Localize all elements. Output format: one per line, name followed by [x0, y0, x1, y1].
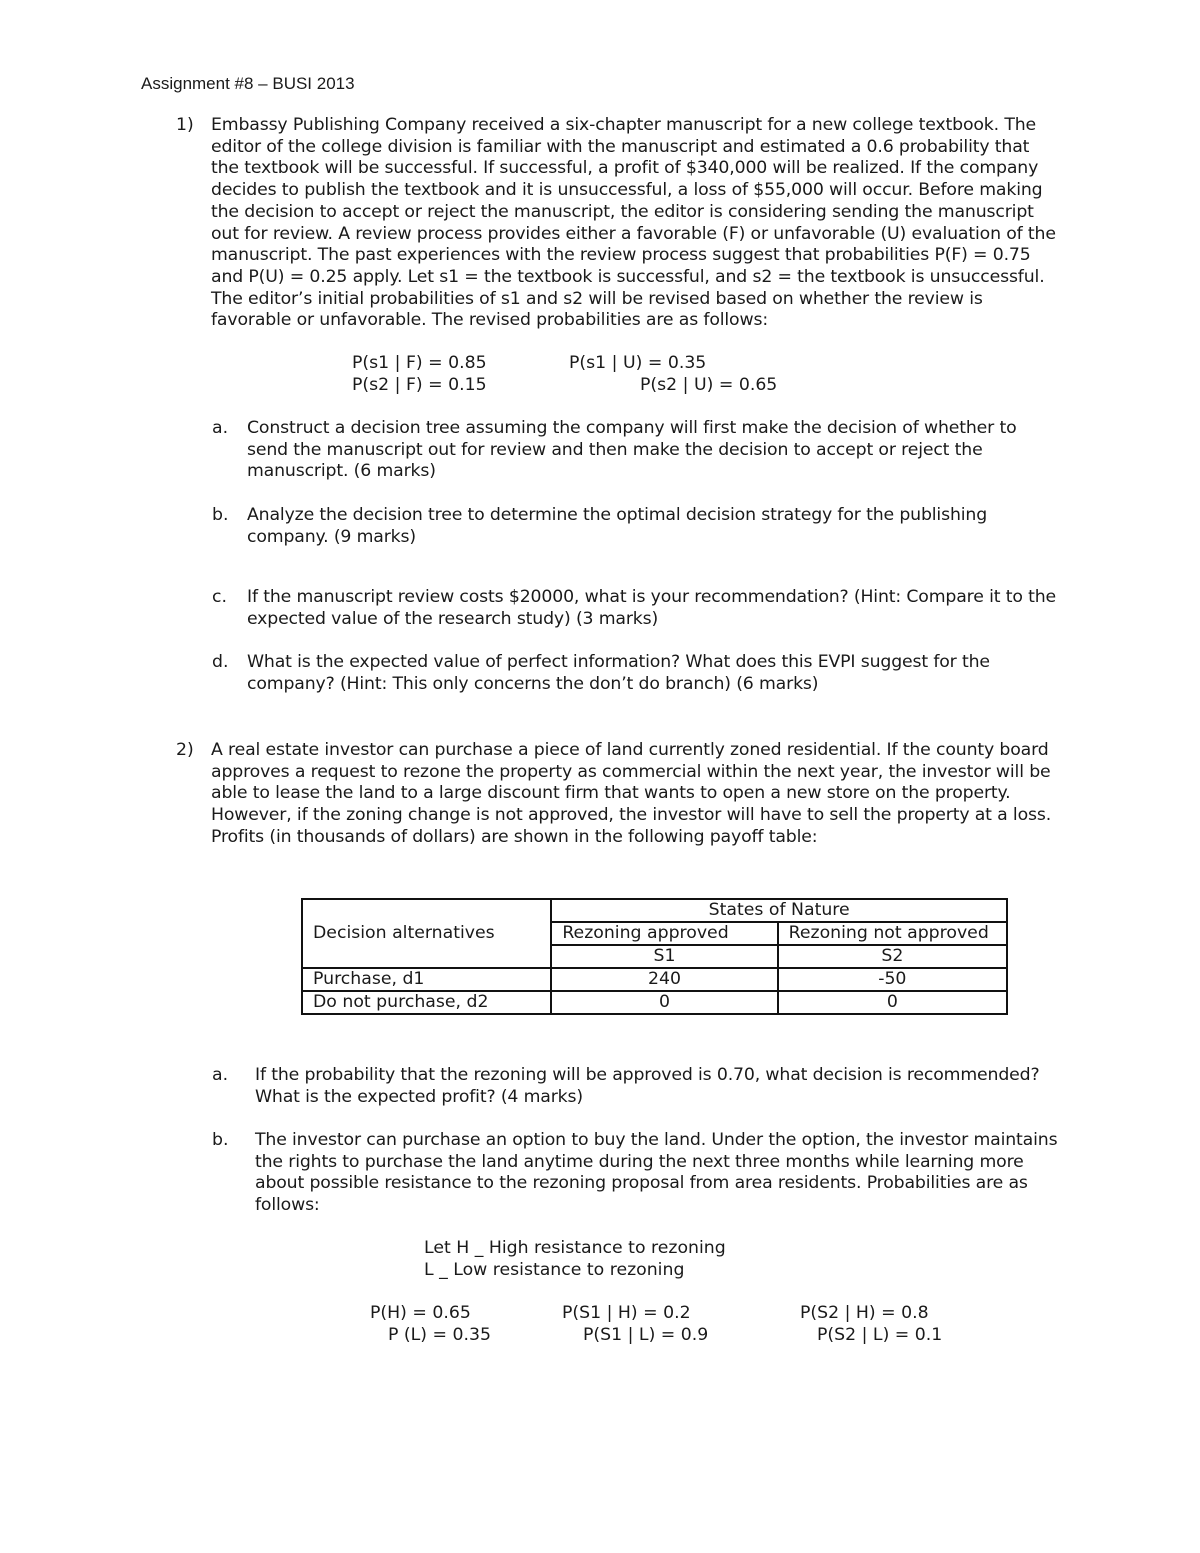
q1-part-c-text: If the manuscript review costs $20000, what is your recommendation? (Hint: Compare it to the expected value of the research study) (3 marks) — [247, 587, 1057, 629]
question-1-text: Embassy Publishing Company received a six-chapter manuscript for a new college textbook. The editor of the college division is familiar with the manuscript and estimated a 0.6 probability that the textbook will be successful. If successful, a profit of $340,000 will be realized. If the company decides to publish the textbook and it is unsuccessful, a loss of $55,000 will occur. Before making the decision to accept or reject the manuscript, the editor is considering sending the manuscript out for review. A review process provides either a favorable (F) or unfavorable (U) evaluation of the manuscript. The past experiences with the review process suggest that probabilities P(F) = 0.75 and P(U) = 0.25 apply. Let s1 = the textbook is successful, and s2 = the textbook is unsuccessful. The editor’s initial probabilities of s1 and s2 will be revised based on whether the review is favorable or unfavorable. The revised probabilities are as follows: — [211, 115, 1056, 331]
state-s2-header: S2 — [778, 945, 1007, 968]
page-title: Assignment #8 – BUSI 2013 — [141, 74, 355, 93]
q2-part-b-text: The investor can purchase an option to buy the land. Under the option, the investor maintains the rights to purchase the land anytime during the next three months while learning more about possible resistance to the rezoning proposal from area residents. Probabilities are as follows: — [255, 1130, 1058, 1216]
prob-s1-given-l: P(S1 | L) = 0.9 — [583, 1325, 709, 1345]
q1-part-d-label: d. — [212, 652, 229, 672]
table-row — [302, 968, 1007, 991]
payoff-cell: -50 — [778, 968, 1007, 991]
prob-s2-given-f: P(s2 | F) = 0.15 — [352, 375, 487, 395]
question-2-number: 2) — [176, 740, 194, 760]
q1-part-d-text: What is the expected value of perfect information? What does this EVPI suggest for the company? (Hint: This only concerns the don’t do branch) (6 marks) — [247, 652, 990, 694]
prob-s2-given-l: P(S2 | L) = 0.1 — [817, 1325, 943, 1345]
rezoning-not-approved-header: Rezoning not approved — [778, 922, 1007, 945]
prob-s1-given-h: P(S1 | H) = 0.2 — [562, 1303, 691, 1323]
q1-part-a-text: Construct a decision tree assuming the company will first make the decision of whether to send the manuscript out for review and then make the decision to accept or reject the manuscript. (6 marks) — [247, 418, 1017, 482]
decision-alternatives-header: Decision alternatives — [302, 899, 551, 968]
states-of-nature-header: States of Nature — [551, 899, 1007, 922]
q2-part-a-label: a. — [212, 1065, 229, 1085]
let-low-resistance: L _ Low resistance to rezoning — [424, 1260, 685, 1280]
question-2-text: A real estate investor can purchase a piece of land currently zoned residential. If the county board approves a request to rezone the property as commercial within the next year, the investor will be able to lease the land to a large discount firm that wants to open a new store on the property. However, if the zoning change is not approved, the investor will have to sell the property at a loss. Profits (in thousands of dollars) are shown in the following payoff table: — [211, 740, 1052, 847]
q1-part-a-label: a. — [212, 418, 229, 438]
q2-part-a-text: If the probability that the rezoning will be approved is 0.70, what decision is recommended? What is the expected profit? (4 marks) — [255, 1065, 1040, 1107]
table-row — [302, 991, 1007, 1014]
payoff-cell: 240 — [551, 968, 777, 991]
prob-s1-given-f: P(s1 | F) = 0.85 — [352, 353, 487, 373]
payoff-table — [301, 898, 1008, 1015]
prob-s2-given-u: P(s2 | U) = 0.65 — [640, 375, 778, 395]
rezoning-approved-header: Rezoning approved — [551, 922, 777, 945]
payoff-cell: 0 — [551, 991, 777, 1014]
prob-h: P(H) = 0.65 — [370, 1303, 471, 1323]
state-s1-header: S1 — [551, 945, 777, 968]
q1-part-b-label: b. — [212, 505, 229, 525]
row-label: Purchase, d1 — [302, 968, 551, 991]
q1-part-c-label: c. — [212, 587, 227, 607]
row-label: Do not purchase, d2 — [302, 991, 551, 1014]
question-1-number: 1) — [176, 115, 194, 135]
q1-part-b-text: Analyze the decision tree to determine the optimal decision strategy for the publishing company. (9 marks) — [247, 505, 988, 547]
prob-s1-given-u: P(s1 | U) = 0.35 — [569, 353, 707, 373]
payoff-cell: 0 — [778, 991, 1007, 1014]
let-high-resistance: Let H _ High resistance to rezoning — [424, 1238, 726, 1258]
prob-l: P (L) = 0.35 — [388, 1325, 491, 1345]
q2-part-b-label: b. — [212, 1130, 229, 1150]
prob-s2-given-h: P(S2 | H) = 0.8 — [800, 1303, 929, 1323]
